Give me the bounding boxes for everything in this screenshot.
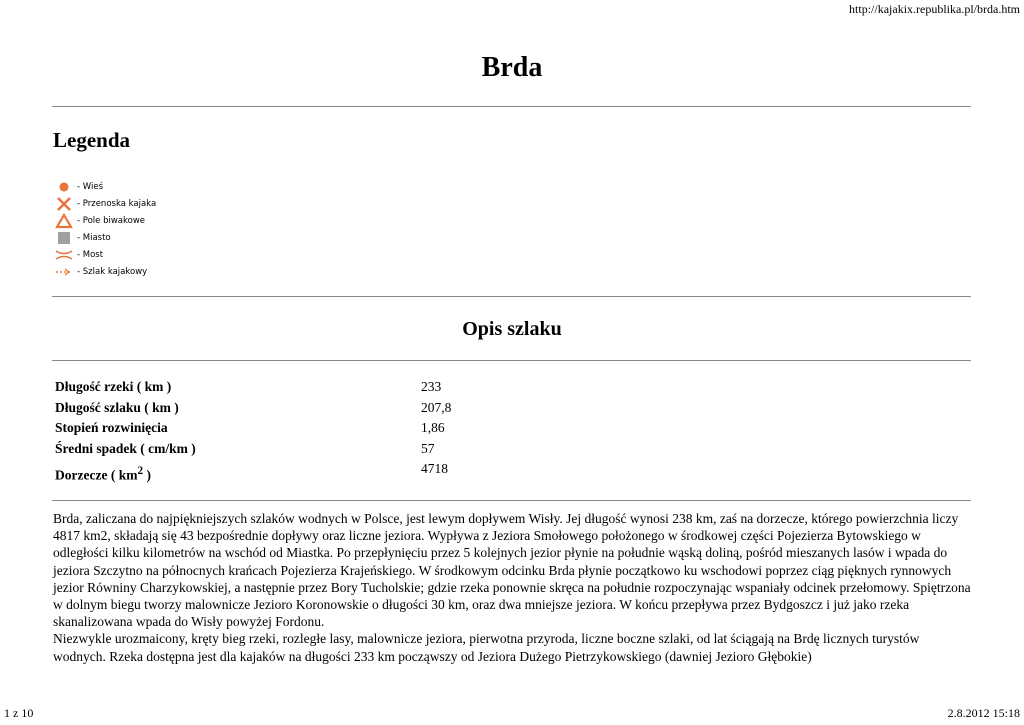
legend-heading: Legenda bbox=[53, 128, 131, 152]
print-datetime: 2.8.2012 15:18 bbox=[947, 706, 1020, 720]
route-stats-table bbox=[53, 377, 453, 485]
kayak-route-icon bbox=[55, 264, 73, 280]
stat-value: 4718 bbox=[421, 461, 448, 476]
legend-item-campsite bbox=[55, 212, 156, 229]
city-square-icon bbox=[55, 230, 73, 246]
campsite-triangle-icon bbox=[55, 213, 73, 229]
description-paragraph: Brda, zaliczana do najpiękniejszych szlaków wodnych w Polsce, jest lewym dopływem Wisły. Jej długość wynosi 238 km, zaś na dorzecze, którego powierzchnia liczy 4817 km2, składają się 43 bezpośrednie dopływy oraz liczne jeziora. Wypływa z Jeziora Smołowego położonego w środkowej części Pojezierza Bytowskiego w odległości kilku kilometrów na wschód od Miastka. Po przepłynięciu przez 5 kolejnych jezior płynie na południe wąską doliną, pośród mieszanych lasów i wpada do jeziora Szczytno na północnych krańcach Pojezierza Krajeńskiego. W środkowym odcinku Brda płynie początkowo ku wschodowi poprzez ciąg pięknych rynnowych jezior Równiny Charzykowskiej, a następnie przez Bory Tucholskie; gdzie rzeka ponownie skręca na południe rozpoczynając wspaniały odcinek przełomowy. Spiętrzona w dolnym biegu tworzy malownicze Jezioro Koronowskie o długości 30 km, oraz dwa mniejsze jeziora. W końcu przepływa przez Bydgoszcz i już jako rzeka skanalizowana wpada do Wisły powyżej Fordonu. bbox=[53, 511, 971, 630]
stat-label-text: Dorzecze ( km bbox=[55, 467, 138, 482]
divider bbox=[52, 106, 971, 107]
stat-value: 233 bbox=[421, 379, 442, 395]
legend-label: - Szlak kajakowy bbox=[77, 266, 148, 277]
page-number: 1 z 10 bbox=[4, 706, 34, 720]
stat-value: 1,86 bbox=[421, 420, 445, 436]
divider bbox=[52, 296, 971, 297]
legend-item-bridge bbox=[55, 246, 156, 263]
stat-label bbox=[53, 459, 419, 485]
legend-label: - Miasto bbox=[77, 232, 111, 243]
page-title: Brda bbox=[481, 52, 543, 83]
bridge-icon bbox=[55, 247, 73, 263]
stat-label: Średni spadek ( cm/km ) bbox=[55, 440, 196, 456]
stats-row bbox=[53, 377, 453, 398]
stats-row bbox=[53, 459, 453, 485]
stats-row bbox=[53, 418, 453, 439]
stat-label: Stopień rozwinięcia bbox=[55, 420, 168, 436]
legend-item-kayak-route bbox=[55, 263, 156, 280]
route-heading: Opis szlaku bbox=[462, 318, 562, 340]
legend-item-village bbox=[55, 178, 156, 195]
stat-label: Długość szlaku ( km ) bbox=[55, 399, 179, 415]
stat-label-sup: 2 bbox=[137, 464, 144, 477]
legend-label: - Most bbox=[77, 249, 104, 260]
stat-label: Długość rzeki ( km ) bbox=[55, 379, 172, 395]
legend-label: - Wieś bbox=[77, 181, 104, 192]
legend-label: - Pole biwakowe bbox=[77, 215, 146, 226]
legend bbox=[55, 178, 156, 280]
stats-row bbox=[53, 398, 453, 419]
route-description bbox=[53, 510, 973, 665]
stat-value: 207,8 bbox=[421, 399, 452, 415]
legend-label: - Przenoska kajaka bbox=[77, 198, 157, 209]
stat-value: 57 bbox=[421, 440, 435, 456]
village-dot-icon bbox=[55, 179, 73, 195]
stat-label-end: ) bbox=[143, 467, 151, 482]
divider bbox=[52, 500, 971, 501]
stats-row bbox=[53, 439, 453, 460]
page-url: http://kajakix.republika.pl/brda.htm bbox=[849, 2, 1020, 16]
portage-x-icon bbox=[55, 196, 73, 212]
description-paragraph: Niezwykle urozmaicony, kręty bieg rzeki, rozległe lasy, malownicze jeziora, pierwotna przyroda, liczne boczne szlaki, od lat ściągają na Brdę licznych turystów wodnych. Rzeka dostępna jest dla kajaków na długości 233 km począwszy od Jeziora Dużego Pietrzykowskiego (dawniej Jezioro Głębokie) bbox=[53, 631, 920, 664]
legend-item-portage bbox=[55, 195, 156, 212]
divider bbox=[52, 360, 971, 361]
legend-item-city bbox=[55, 229, 156, 246]
